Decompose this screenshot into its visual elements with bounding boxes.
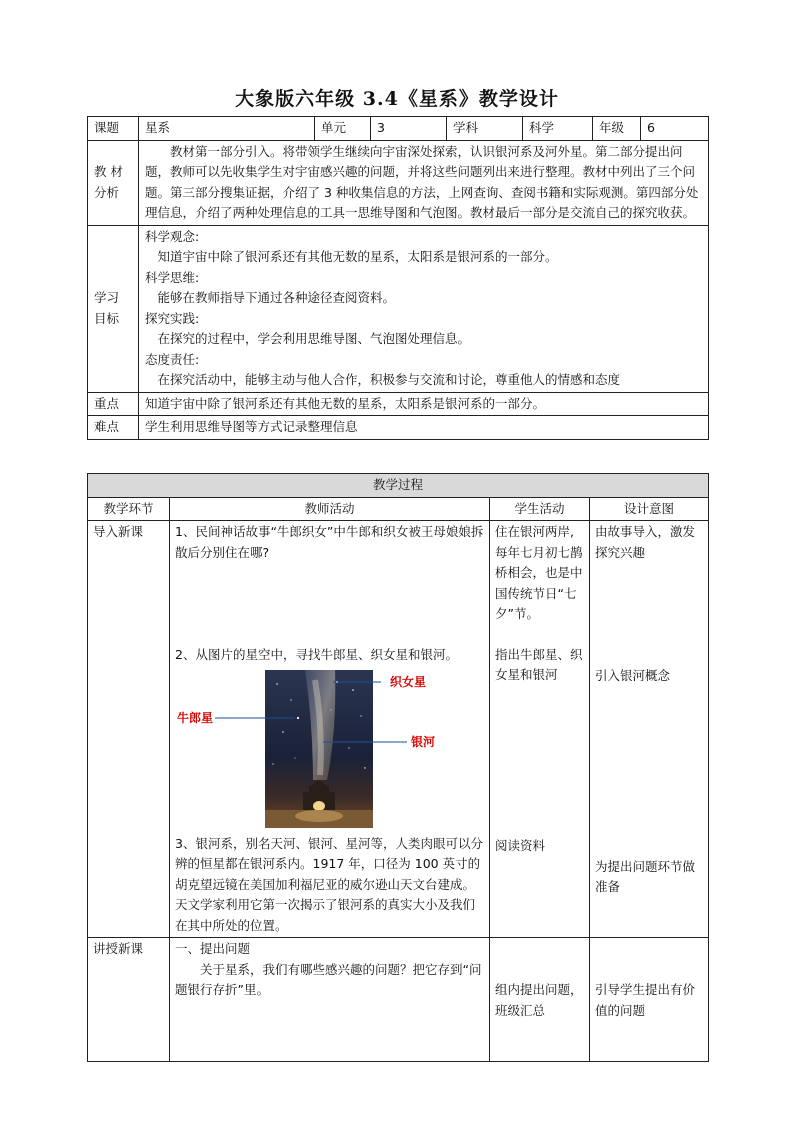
new-lesson-text: 关于星系，我们有哪些感兴趣的问题？把它存到“问题银行存折”里。 xyxy=(175,961,482,997)
q1-student: 住在银河两岸,每年七月初七鹊桥相会，也是中国传统节日“七夕”节。 xyxy=(495,524,583,621)
intro-student-activity xyxy=(490,521,590,938)
key-point-row xyxy=(88,392,709,416)
goals-label: 学习 目标 xyxy=(88,225,139,392)
process-band: 教学过程 xyxy=(88,474,709,498)
key-point-label: 重点 xyxy=(88,392,139,416)
goal-text: 在探究活动中，能够主动与他人合作，积极参与交流和讨论，尊重他人的情感和态度 xyxy=(157,372,621,387)
question-3: 3、银河系，别名天河、银河、星河等，人类肉眼可以分辨的恒星都在银河系内。1917 年，口径为 100 英寸的胡克望远镜在美国加利福尼亚的威尔逊山天文台建成。天文学家利用它第一次揭示了银河系的真实大小及我们在其中所处的位置。 xyxy=(175,835,483,933)
new-lesson-row xyxy=(88,938,709,1062)
q1-intent: 由故事导入，激发探究兴趣 xyxy=(595,524,696,560)
grade-value: 6 xyxy=(641,117,709,141)
topic-label: 课题 xyxy=(88,117,139,141)
milky-way-label: 银河 xyxy=(411,734,436,749)
night-sky-figure xyxy=(175,670,465,830)
key-point-text: 知道宇宙中除了银河系还有其他无数的星系，太阳系是银河系的一部分。 xyxy=(139,392,709,416)
unit-value: 3 xyxy=(371,117,447,141)
analysis-text: 教材第一部分引入。将带领学生继续向宇宙深处探索，认识银河系及河外星。第二部分提出问题，教师可以先收集学生对宇宙感兴趣的问题，并将这些问题列出来进行整理。教材中列出了三个问题。第三部分搜集证据，介绍了 3 种收集信息的方法，上网查询、查阅书籍和实际观测。第四部分处理信息，介绍了两种处理信息的工具一思维导图和气泡图。教材最后一部分是交流自己的探究收获。 xyxy=(139,140,709,225)
info-header-row xyxy=(88,117,709,141)
goal-text: 在探究的过程中，学会利用思维导图、气泡图处理信息。 xyxy=(157,331,471,346)
intro-row xyxy=(88,521,709,938)
column-header: 设计意图 xyxy=(590,497,709,521)
intro-teacher-activity xyxy=(170,521,490,938)
q2-student: 指出牛郎星、织女星和银河 xyxy=(495,646,583,682)
subject-label: 学科 xyxy=(447,117,523,141)
difficulty-text: 学生利用思维导图等方式记录整理信息 xyxy=(139,416,709,440)
analysis-row xyxy=(88,140,709,225)
altair-label: 牛郎星 xyxy=(177,710,214,725)
teaching-process-table xyxy=(87,473,709,1062)
goal-heading: 科学思维: xyxy=(145,269,200,285)
column-header: 学生活动 xyxy=(490,497,590,521)
process-band-row xyxy=(88,474,709,498)
new-lesson-teacher-activity xyxy=(170,938,490,1062)
column-header: 教学环节 xyxy=(88,497,170,521)
vega-label: 织女星 xyxy=(390,674,427,689)
stage-intro: 导入新课 xyxy=(88,521,170,938)
question-2: 2、从图片的星空中，寻找牛郎星、织女星和银河。 xyxy=(175,647,458,662)
new-lesson-design-intent: 引导学生提出有价值的问题 xyxy=(590,938,709,1062)
q3-intent: 为提出问题环节做准备 xyxy=(595,858,696,894)
page-title: 大象版六年级 3.4《星系》教学设计 xyxy=(235,88,559,110)
intro-design-intent xyxy=(590,521,709,938)
grade-label: 年级 xyxy=(593,117,641,141)
new-lesson-student-activity: 组内提出问题，班级汇总 xyxy=(490,938,590,1062)
q3-student: 阅读资料 xyxy=(495,837,546,853)
difficulty-row xyxy=(88,416,709,440)
unit-label: 单元 xyxy=(315,117,371,141)
goals-text xyxy=(139,225,709,392)
stage-new-lesson: 讲授新课 xyxy=(88,938,170,1062)
goal-heading: 科学观念: xyxy=(145,228,200,244)
column-header: 教师活动 xyxy=(170,497,490,521)
analysis-label: 教 材 分析 xyxy=(88,140,139,225)
goal-heading: 态度责任: xyxy=(145,351,200,367)
subject-value: 科学 xyxy=(523,117,593,141)
goal-heading: 探究实践: xyxy=(145,310,200,326)
goals-row xyxy=(88,225,709,392)
q2-intent: 引入银河概念 xyxy=(595,668,671,683)
topic-value: 星系 xyxy=(139,117,315,141)
callout-lines xyxy=(175,670,465,830)
difficulty-label: 难点 xyxy=(88,416,139,440)
goal-text: 能够在教师指导下通过各种途径查阅资料。 xyxy=(157,290,396,305)
goal-text: 知道宇宙中除了银河系还有其他无数的星系，太阳系是银河系的一部分。 xyxy=(157,249,558,264)
section-heading: 一、提出问题 xyxy=(175,941,251,956)
question-1: 1、民间神话故事“牛郎织女”中牛郎和织女被王母娘娘拆散后分别住在哪? xyxy=(175,524,484,560)
process-header-row xyxy=(88,497,709,521)
lesson-info-table xyxy=(87,116,709,440)
